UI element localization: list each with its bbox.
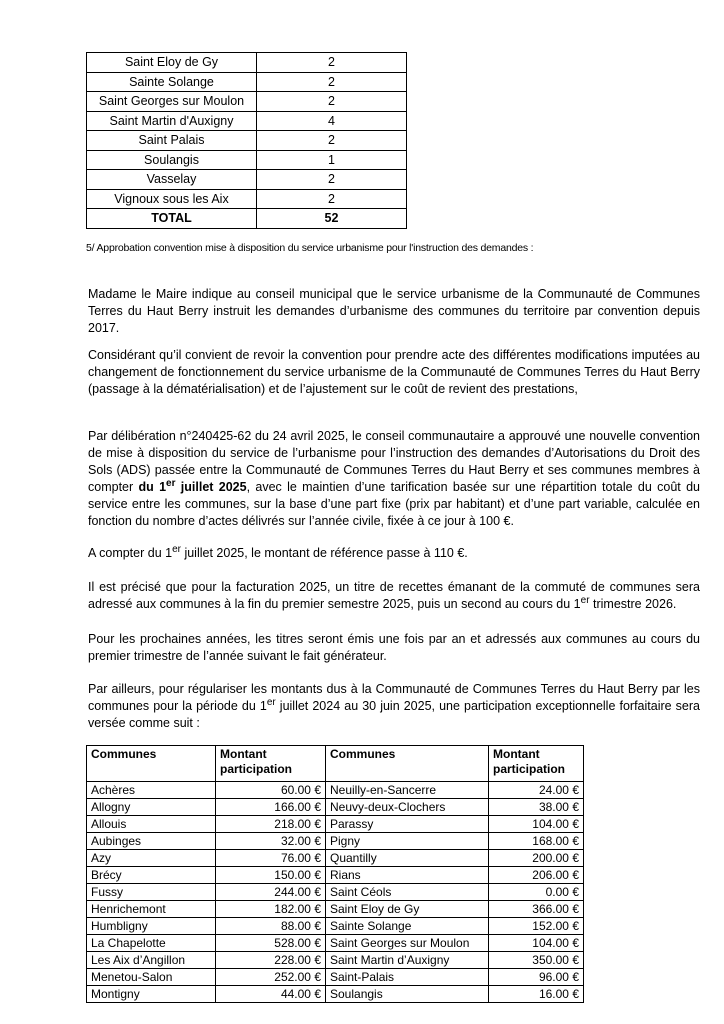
amount-cell: 200.00 € (489, 850, 584, 867)
table-row (87, 150, 407, 170)
paragraph-4 (88, 545, 700, 562)
paragraph-7-text-a: Par ailleurs, pour régulariser les montants dus à la Communauté de Communes Terres du Haut Berry par les communes pour la période du 1 (88, 682, 700, 713)
paragraph-3-bold-date (138, 480, 246, 494)
commune-cell: Quantilly (326, 850, 489, 867)
commune-name-cell: Saint Georges sur Moulon (87, 92, 257, 112)
commune-cell: Soulangis (326, 986, 489, 1003)
table-row (87, 969, 584, 986)
table-row (87, 816, 584, 833)
commune-cell: Sainte Solange (326, 918, 489, 935)
amount-cell: 96.00 € (489, 969, 584, 986)
paragraph-1: Madame le Maire indique au conseil municipal que le service urbanisme de la Communauté de Communes Terres du Haut Berry instruit les demandes d’urbanisme des communes du territoire par convention depuis 2017. (88, 287, 700, 335)
paragraph-2: Considérant qu’il convient de revoir la convention pour prendre acte des différentes modifications imputées au changement de fonctionnement du service urbanisme de la Communauté de Communes Terres du Haut Berry (passage à la dématérialisation) et de l’ajustement sur le coût de revient des prestations, (88, 348, 700, 396)
commune-cell: Saint-Palais (326, 969, 489, 986)
section-5-heading: 5/ Approbation convention mise à disposition du service urbanisme pour l'instruction des demandes : (86, 242, 534, 254)
commune-cell: Pigny (326, 833, 489, 850)
paragraph-4-sup: er (172, 544, 181, 555)
table-row (87, 92, 407, 112)
commune-count-cell: 2 (257, 189, 407, 209)
paragraph-5-sup: er (580, 595, 590, 606)
amount-cell: 38.00 € (489, 799, 584, 816)
total-row (87, 209, 407, 229)
amount-cell: 0.00 € (489, 884, 584, 901)
commune-cell: La Chapelotte (87, 935, 216, 952)
commune-count-cell: 2 (257, 170, 407, 190)
participation-amounts-table (86, 745, 584, 1003)
commune-cell: Henrichemont (87, 901, 216, 918)
commune-cell: Neuvy-deux-Clochers (326, 799, 489, 816)
table-row (87, 782, 584, 799)
amount-cell: 252.00 € (216, 969, 326, 986)
paragraph-3-text-b: , avec le maintien d’une tarification basée sur une répartition totale du coût du service entre les communes, sur la base d’une part fixe (prix par habitant) et d’une part variable, calculée en fonction du nombre d’actes délivrés sur l’année civile, fixée à ce jour à 100 €. (88, 480, 700, 528)
commune-cell: Humbligny (87, 918, 216, 935)
commune-cell: Achères (87, 782, 216, 799)
amount-cell: 150.00 € (216, 867, 326, 884)
paragraph-4-text-b: juillet 2025, le montant de référence passe à 110 €. (180, 546, 468, 560)
commune-cell: Saint Eloy de Gy (326, 901, 489, 918)
table-row (87, 986, 584, 1003)
paragraph-3 (88, 428, 700, 530)
amount-cell: 244.00 € (216, 884, 326, 901)
commune-cell: Allouis (87, 816, 216, 833)
commune-count-cell: 1 (257, 150, 407, 170)
table-row (87, 53, 407, 73)
paragraph-5 (88, 579, 700, 613)
amount-cell: 152.00 € (489, 918, 584, 935)
header-montant-2: Montant participation (489, 746, 584, 782)
amount-cell: 528.00 € (216, 935, 326, 952)
commune-cell: Azy (87, 850, 216, 867)
commune-cell: Menetou-Salon (87, 969, 216, 986)
amount-cell: 76.00 € (216, 850, 326, 867)
paragraph-4-text-a: A compter du 1 (88, 546, 173, 560)
paragraph-7-sup: er (266, 697, 276, 708)
amount-cell: 16.00 € (489, 986, 584, 1003)
total-value: 52 (257, 209, 407, 229)
commune-name-cell: Vignoux sous les Aix (87, 189, 257, 209)
amount-cell: 228.00 € (216, 952, 326, 969)
commune-cell: Brécy (87, 867, 216, 884)
amount-cell: 104.00 € (489, 816, 584, 833)
amount-cell: 44.00 € (216, 986, 326, 1003)
commune-cell: Saint Georges sur Moulon (326, 935, 489, 952)
commune-count-cell: 2 (257, 53, 407, 73)
table-row (87, 189, 407, 209)
table-row (87, 170, 407, 190)
paragraph-7-text-b: juillet 2024 au 30 juin 2025, une participation exceptionnelle forfaitaire sera versée comme suit : (88, 699, 700, 730)
amounts-table-body (87, 782, 584, 1003)
table-row (87, 918, 584, 935)
amount-cell: 366.00 € (489, 901, 584, 918)
commune-cell: Fussy (87, 884, 216, 901)
commune-cell: Rians (326, 867, 489, 884)
commune-count-cell: 4 (257, 111, 407, 131)
amount-cell: 168.00 € (489, 833, 584, 850)
amount-cell: 218.00 € (216, 816, 326, 833)
paragraph-5-text-b: trimestre 2026. (589, 597, 677, 611)
amount-cell: 60.00 € (216, 782, 326, 799)
commune-cell: Saint Céols (326, 884, 489, 901)
table-row (87, 833, 584, 850)
header-communes-1: Communes (87, 746, 216, 782)
commune-name-cell: Saint Palais (87, 131, 257, 151)
commune-count-table (86, 52, 407, 229)
commune-cell: Neuilly-en-Sancerre (326, 782, 489, 799)
total-label: TOTAL (87, 209, 257, 229)
paragraph-6: Pour les prochaines années, les titres seront émis une fois par an et adressés aux communes au cours du premier trimestre de l’année suivant le fait générateur. (88, 632, 700, 663)
commune-name-cell: Soulangis (87, 150, 257, 170)
paragraph-3-bold-sup: er (166, 478, 176, 489)
amount-cell: 166.00 € (216, 799, 326, 816)
table-row (87, 850, 584, 867)
table-row (87, 935, 584, 952)
amounts-header-row (87, 746, 584, 782)
paragraph-3-text-a: Par délibération n°240425-62 du 24 avril 2025, le conseil communautaire a approuvé une nouvelle convention de mise à disposition du service de l’urbanisme pour l’instruction des demandes d’Autorisations du Droit des Sols (ADS) passée entre la Communauté de Communes Terres du Haut Berry et ses communes membres à compter (88, 429, 700, 494)
amount-cell: 104.00 € (489, 935, 584, 952)
commune-count-cell: 2 (257, 131, 407, 151)
paragraph-3-bold-part-1: du 1 (138, 480, 167, 494)
amount-cell: 206.00 € (489, 867, 584, 884)
commune-count-cell: 2 (257, 72, 407, 92)
table-row (87, 952, 584, 969)
table-row (87, 884, 584, 901)
commune-count-cell: 2 (257, 92, 407, 112)
commune-name-cell: Vasselay (87, 170, 257, 190)
commune-name-cell: Sainte Solange (87, 72, 257, 92)
commune-cell: Allogny (87, 799, 216, 816)
commune-cell: Aubinges (87, 833, 216, 850)
commune-cell: Les Aix d’Angillon (87, 952, 216, 969)
paragraph-7 (88, 681, 700, 732)
table-row (87, 901, 584, 918)
table-row (87, 111, 407, 131)
table-row (87, 799, 584, 816)
amount-cell: 88.00 € (216, 918, 326, 935)
paragraph-3-bold-part-2: juillet 2025 (175, 480, 247, 494)
commune-cell: Parassy (326, 816, 489, 833)
amount-cell: 32.00 € (216, 833, 326, 850)
commune-name-cell: Saint Martin d'Auxigny (87, 111, 257, 131)
amount-cell: 24.00 € (489, 782, 584, 799)
header-montant-1: Montant participation (216, 746, 326, 782)
paragraph-5-text-a: Il est précisé que pour la facturation 2025, un titre de recettes émanant de la commuté de communes sera adressé aux communes à la fin du premier semestre 2025, puis un second au cours du 1 (88, 580, 700, 611)
header-communes-2: Communes (326, 746, 489, 782)
commune-cell: Montigny (87, 986, 216, 1003)
amount-cell: 182.00 € (216, 901, 326, 918)
table-row (87, 867, 584, 884)
table-row (87, 131, 407, 151)
commune-count-table-body (87, 53, 407, 229)
commune-cell: Saint Martin d’Auxigny (326, 952, 489, 969)
table-row (87, 72, 407, 92)
amount-cell: 350.00 € (489, 952, 584, 969)
commune-name-cell: Saint Eloy de Gy (87, 53, 257, 73)
